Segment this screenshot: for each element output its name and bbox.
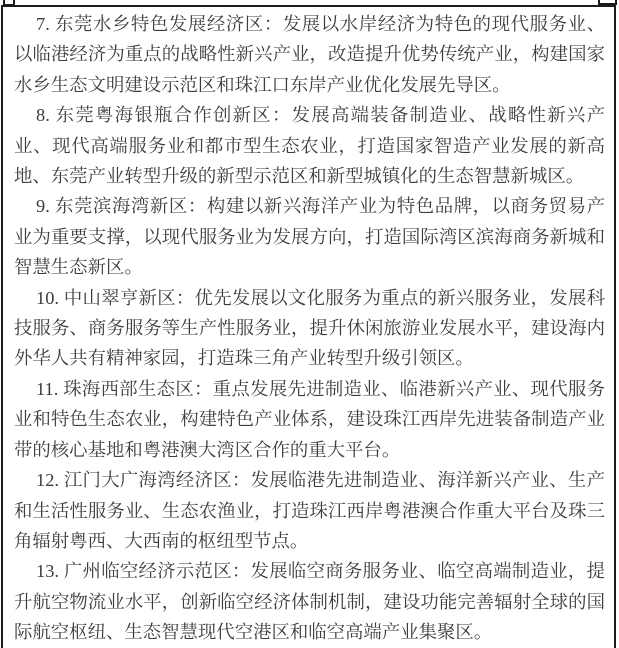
- paragraph-12: 12. 江门大广海湾经济区：发展临港先进制造业、海洋新兴产业、生产和生活性服务业、生态农渔业，打造珠江西岸粤港澳合作重大平台及珠三角辐射粤西、大西南的枢纽型节点。: [14, 470, 605, 551]
- paragraph-11: 11. 珠海西部生态区：重点发展先进制造业、临港新兴产业、现代服务业和特色生态农业，构建特色产业体系，建设珠江西岸先进装备制造产业带的核心基地和粤港澳大湾区合作的重大平台。: [14, 378, 605, 460]
- paragraph-8: 8. 东莞粤海银瓶合作创新区：发展高端装备制造业、战略性新兴产业、现代高端服务业和都市型生态农业，打造国家智造产业发展的新高地、东莞产业转型升级的新型示范区和新型城镇化的生态智慧新城区。: [14, 105, 605, 187]
- top-left-box-artifact: [3, 0, 15, 6]
- paragraph-7: 7. 东莞水乡特色发展经济区：发展以水岸经济为特色的现代服务业、以临港经济为重点的战略性新兴产业，改造提升优势传统产业，构建国家水乡生态文明建设示范区和珠江口东岸产业优化发展先导区。: [14, 14, 605, 95]
- paragraph-9: 9. 东莞滨海湾新区：构建以新兴海洋产业为特色品牌，以商务贸易产业为重要支撑，以现代服务业为发展方向，打造国际湾区滨海商务新城和智慧生态新区。: [14, 196, 605, 278]
- document-body: [14, 9, 605, 648]
- paragraph-10: 10. 中山翠亨新区：优先发展以文化服务为重点的新兴服务业，发展科技服务、商务服务等生产性服务业，提升休闲旅游业发展水平，建设海内外华人共有精神家园，打造珠三角产业转型升级引领区。: [14, 287, 605, 369]
- top-right-box-artifact: [598, 0, 617, 5]
- paragraph-13: 13. 广州临空经济示范区：发展临空商务服务业、临空高端制造业，提升航空物流业水平，创新临空经济体制机制，建设功能完善辐射全球的国际航空枢纽、生态智慧现代空港区和临空高端产业集聚区。: [14, 561, 605, 643]
